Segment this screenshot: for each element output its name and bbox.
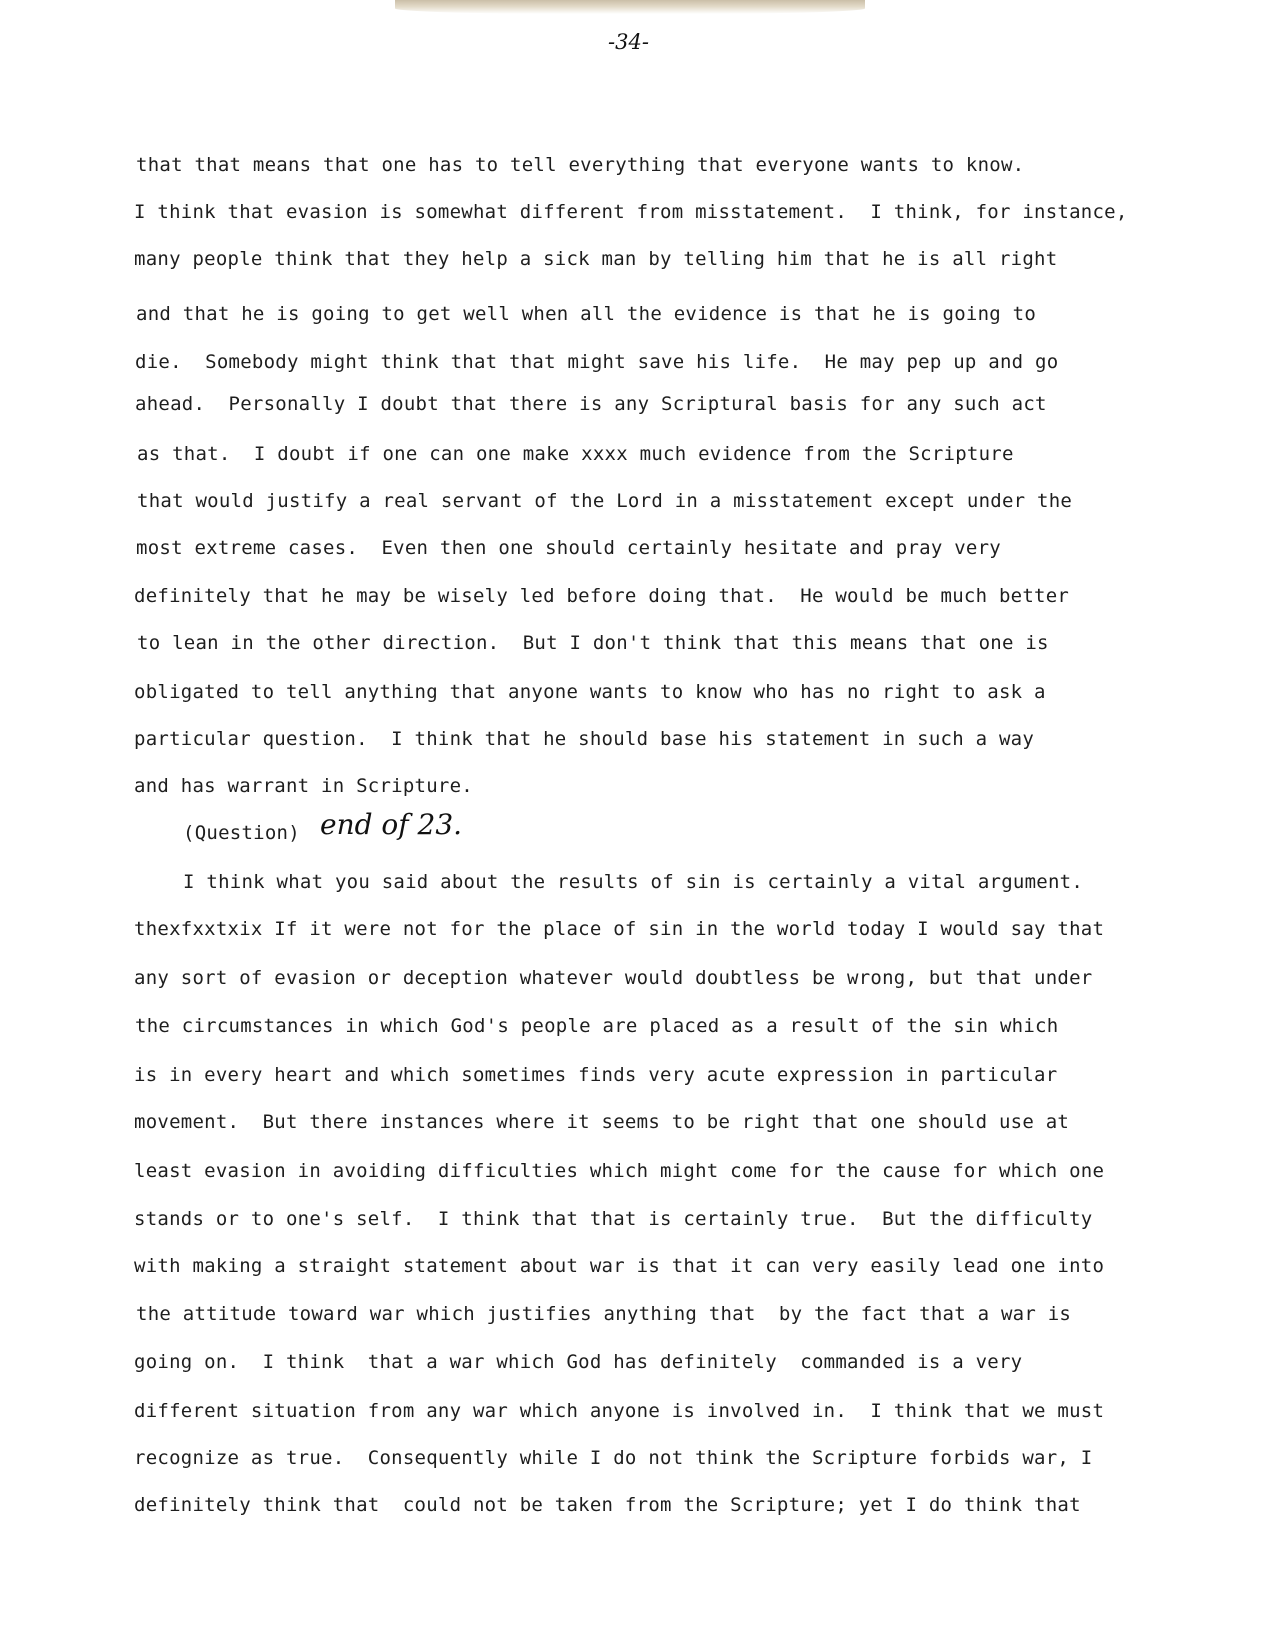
text-line: obligated to tell anything that anyone wants to know who has no right to ask a <box>134 681 1046 703</box>
text-line: least evasion in avoiding difficulties which might come for the cause for which one <box>134 1160 1105 1182</box>
text-line: definitely think that could not be taken from the Scripture; yet I do think that <box>134 1494 1081 1516</box>
handwritten-note: end of 23. <box>320 808 463 841</box>
text-line: that that means that one has to tell everything that everyone wants to know. <box>136 154 1025 176</box>
text-line: thexfxxtxix If it were not for the place of sin in the world today I would say that <box>134 918 1105 940</box>
text-line: with making a straight statement about war is that it can very easily lead one into <box>134 1255 1105 1277</box>
text-line: most extreme cases. Even then one should certainly hesitate and pray very <box>136 537 1001 559</box>
text-line: movement. But there instances where it seems to be right that one should use at <box>134 1111 1070 1133</box>
text-line: stands or to one's self. I think that that is certainly true. But the difficulty <box>134 1208 1093 1230</box>
question-label: (Question) <box>183 822 300 844</box>
text-line: die. Somebody might think that that might save his life. He may pep up and go <box>135 351 1059 373</box>
text-line: I think that evasion is somewhat different from misstatement. I think, for instance, <box>134 201 1128 223</box>
text-line: many people think that they help a sick man by telling him that he is all right <box>134 248 1058 270</box>
text-line: and has warrant in Scripture. <box>134 775 473 797</box>
text-line: as that. I doubt if one can one make xxxx much evidence from the Scripture <box>137 443 1014 465</box>
text-line: and that he is going to get well when all the evidence is that he is going to <box>136 303 1037 325</box>
scan-smudge <box>395 0 865 14</box>
text-line: the attitude toward war which justifies anything that by the fact that a war is <box>136 1303 1072 1325</box>
text-line: to lean in the other direction. But I don't think that this means that one is <box>137 632 1049 654</box>
text-line: particular question. I think that he should base his statement in such a way <box>134 728 1035 750</box>
text-line: definitely that he may be wisely led before doing that. He would be much better <box>134 585 1070 607</box>
text-line: the circumstances in which God's people are placed as a result of the sin which <box>135 1015 1059 1037</box>
text-line: recognize as true. Consequently while I do not think the Scripture forbids war, I <box>134 1447 1093 1469</box>
text-line: is in every heart and which sometimes finds very acute expression in particular <box>134 1064 1058 1086</box>
text-line: going on. I think that a war which God has definitely commanded is a very <box>134 1351 1023 1373</box>
text-line: I think what you said about the results of sin is certainly a vital argument. <box>183 871 1084 893</box>
text-line: different situation from any war which anyone is involved in. I think that we must <box>134 1400 1105 1422</box>
page-number: -34- <box>608 30 649 54</box>
text-line: ahead. Personally I doubt that there is any Scriptural basis for any such act <box>135 393 1047 415</box>
text-line: any sort of evasion or deception whatever would doubtless be wrong, but that under <box>134 967 1093 989</box>
text-line: that would justify a real servant of the Lord in a misstatement except under the <box>137 490 1073 512</box>
